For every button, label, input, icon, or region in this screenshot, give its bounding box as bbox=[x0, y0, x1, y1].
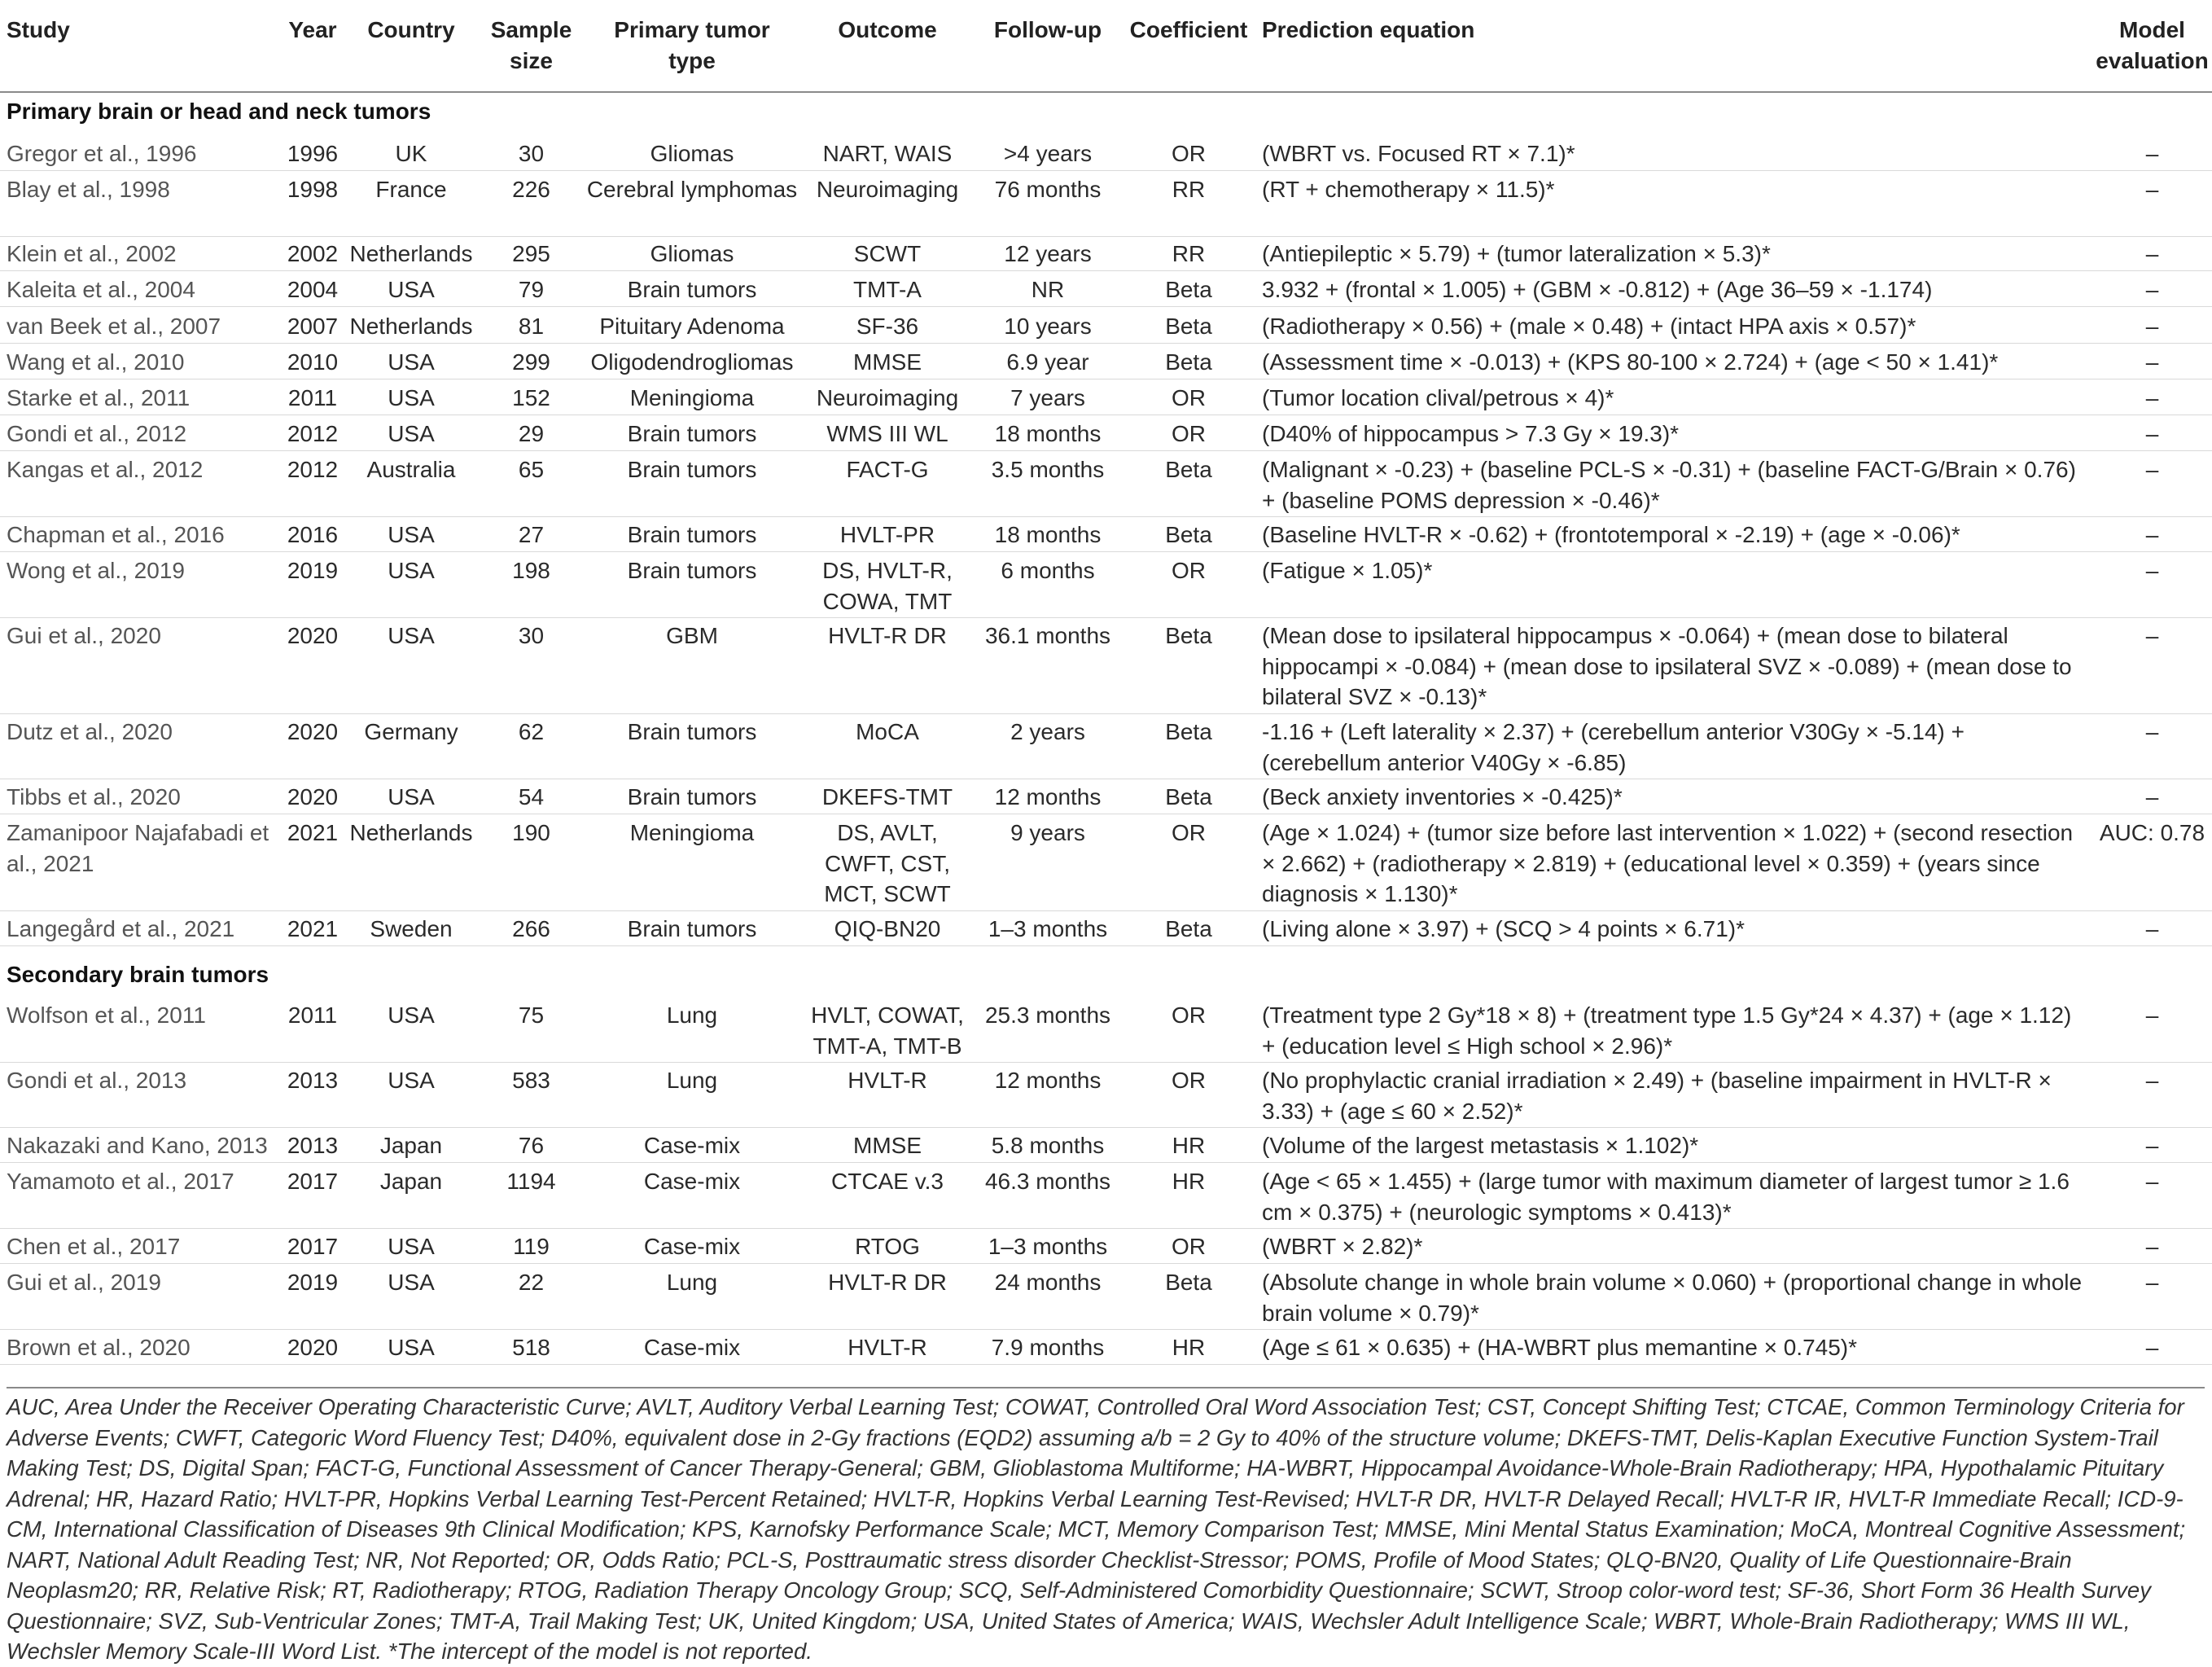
country-cell: USA bbox=[388, 558, 435, 583]
header-followup: Follow-up bbox=[993, 17, 1102, 42]
followup-cell: 9 years bbox=[1010, 820, 1085, 845]
followup-cell: 6 months bbox=[1001, 558, 1095, 583]
study-cell: Zamanipoor Najafabadi et al., 2021 bbox=[7, 820, 269, 876]
header-sample-line2: size bbox=[510, 48, 553, 73]
model-evaluation-cell: – bbox=[2145, 1002, 2159, 1028]
model-evaluation-cell: – bbox=[2145, 719, 2159, 744]
model-evaluation-cell: AUC: 0.78 bbox=[2099, 820, 2205, 845]
tumor-type-cell: Case-mix bbox=[643, 1133, 741, 1158]
prediction-equation-cell: (WBRT × 2.82)* bbox=[1262, 1234, 1423, 1259]
followup-cell: 6.9 year bbox=[1006, 349, 1089, 375]
table-row bbox=[0, 234, 2212, 271]
year-cell: 2020 bbox=[287, 719, 339, 744]
outcome-cell: DKEFS-TMT bbox=[821, 784, 953, 809]
tumor-type-cell: Pituitary Adenoma bbox=[599, 314, 785, 339]
outcome-cell: HVLT, COWAT, TMT-A, TMT-B bbox=[811, 1002, 964, 1059]
year-cell: 2019 bbox=[287, 558, 339, 583]
country-cell: USA bbox=[388, 1335, 435, 1360]
followup-cell: 24 months bbox=[994, 1270, 1102, 1295]
study-cell: Chen et al., 2017 bbox=[7, 1234, 181, 1259]
tumor-type-cell: Meningioma bbox=[629, 820, 755, 845]
year-cell: 2017 bbox=[287, 1234, 339, 1259]
header-coefficient: Coefficient bbox=[1129, 17, 1248, 42]
outcome-cell: SF-36 bbox=[856, 314, 919, 339]
outcome-cell: HVLT-R bbox=[848, 1335, 927, 1360]
outcome-cell: FACT-G bbox=[846, 457, 929, 482]
outcome-cell: DS, AVLT, CWFT, CST, MCT, SCWT bbox=[824, 820, 951, 906]
tumor-type-cell: Brain tumors bbox=[627, 558, 757, 583]
model-evaluation-cell: – bbox=[2145, 385, 2159, 410]
header-sample-size bbox=[480, 15, 582, 77]
study-cell: Wolfson et al., 2011 bbox=[7, 1002, 206, 1028]
prediction-equation-cell: -1.16 + (Left laterality × 2.37) + (cerebellum anterior V30Gy × -5.14) + (cerebellum anterior V40Gy × -6.85) bbox=[1262, 719, 1965, 775]
header-year: Year bbox=[288, 17, 337, 42]
study-cell: Nakazaki and Kano, 2013 bbox=[7, 1133, 268, 1158]
coefficient-cell: Beta bbox=[1165, 623, 1212, 648]
tumor-type-cell: Brain tumors bbox=[627, 522, 757, 547]
country-cell: Australia bbox=[366, 457, 456, 482]
coefficient-cell: OR bbox=[1172, 1234, 1206, 1259]
coefficient-cell: OR bbox=[1172, 385, 1206, 410]
year-cell: 2019 bbox=[287, 1270, 339, 1295]
country-cell: USA bbox=[388, 385, 435, 410]
outcome-cell: WMS III WL bbox=[826, 421, 948, 446]
tumor-type-cell: Oligodendrogliomas bbox=[590, 349, 794, 375]
header-tumor-line1: Primary tumor bbox=[614, 17, 770, 42]
year-cell: 2007 bbox=[287, 314, 339, 339]
coefficient-cell: RR bbox=[1172, 177, 1206, 202]
tumor-type-cell: Cerebral lymphomas bbox=[586, 177, 798, 202]
year-cell: 2013 bbox=[287, 1133, 339, 1158]
country-cell: USA bbox=[388, 1002, 435, 1028]
study-cell: Blay et al., 1998 bbox=[7, 177, 170, 202]
prediction-equation-cell: (Malignant × -0.23) + (baseline PCL-S × -0.31) + (baseline FACT-G/Brain × 0.76) + (baseline POMS depression × -0.46)* bbox=[1262, 457, 2076, 513]
study-cell: Tibbs et al., 2020 bbox=[7, 784, 181, 809]
table-row bbox=[0, 995, 2212, 1063]
followup-cell: 12 years bbox=[1004, 241, 1092, 266]
model-evaluation-cell: – bbox=[2145, 1133, 2159, 1158]
year-cell: 2002 bbox=[287, 241, 339, 266]
sample-size-cell: 583 bbox=[512, 1068, 550, 1093]
tumor-type-cell: Brain tumors bbox=[627, 719, 757, 744]
coefficient-cell: Beta bbox=[1165, 784, 1212, 809]
table-row bbox=[0, 813, 2212, 911]
table-row bbox=[0, 169, 2212, 237]
sample-size-cell: 299 bbox=[512, 349, 550, 375]
country-cell: France bbox=[375, 177, 447, 202]
coefficient-cell: OR bbox=[1172, 1068, 1206, 1093]
tumor-type-cell: Meningioma bbox=[629, 385, 755, 410]
followup-cell: 18 months bbox=[994, 522, 1102, 547]
outcome-cell: HVLT-R DR bbox=[828, 623, 947, 648]
followup-cell: 10 years bbox=[1004, 314, 1092, 339]
model-evaluation-cell: – bbox=[2145, 1335, 2159, 1360]
study-cell: Yamamoto et al., 2017 bbox=[7, 1169, 234, 1194]
outcome-cell: HVLT-R DR bbox=[828, 1270, 947, 1295]
tumor-type-cell: GBM bbox=[666, 623, 718, 648]
country-cell: USA bbox=[388, 349, 435, 375]
table-row bbox=[0, 551, 2212, 618]
tumor-type-cell: Lung bbox=[666, 1068, 718, 1093]
country-cell: Sweden bbox=[370, 916, 453, 941]
coefficient-cell: Beta bbox=[1165, 277, 1212, 302]
year-cell: 2010 bbox=[287, 349, 339, 375]
study-cell: Klein et al., 2002 bbox=[7, 241, 177, 266]
header-sample-line1: Sample bbox=[490, 17, 572, 42]
table-row bbox=[0, 1262, 2212, 1330]
table-row bbox=[0, 1327, 2212, 1365]
prediction-equation-cell: (Radiotherapy × 0.56) + (male × 0.48) + (intact HPA axis × 0.57)* bbox=[1262, 314, 1916, 339]
model-evaluation-cell: – bbox=[2145, 1270, 2159, 1295]
model-evaluation-cell: – bbox=[2145, 277, 2159, 302]
prediction-equation-cell: (Tumor location clival/petrous × 4)* bbox=[1262, 385, 1614, 410]
followup-cell: >4 years bbox=[1003, 141, 1093, 166]
table-row bbox=[0, 270, 2212, 307]
tumor-type-cell: Case-mix bbox=[643, 1335, 741, 1360]
followup-cell: 2 years bbox=[1010, 719, 1085, 744]
study-cell: Wong et al., 2019 bbox=[7, 558, 185, 583]
prediction-equation-cell: (Treatment type 2 Gy*18 × 8) + (treatment type 1.5 Gy*24 × 4.37) + (age × 1.12) + (education level ≤ High school × 2.96)* bbox=[1262, 1002, 2072, 1059]
tumor-type-cell: Lung bbox=[666, 1270, 718, 1295]
followup-cell: 76 months bbox=[994, 177, 1102, 202]
prediction-equation-cell: (WBRT vs. Focused RT × 7.1)* bbox=[1262, 141, 1575, 166]
country-cell: Netherlands bbox=[349, 820, 473, 845]
sample-size-cell: 190 bbox=[512, 820, 550, 845]
sample-size-cell: 29 bbox=[518, 421, 545, 446]
table-row bbox=[0, 342, 2212, 379]
table-footnote: AUC, Area Under the Receiver Operating Characteristic Curve; AVLT, Auditory Verbal Learning Test; COWAT, Controlled Oral Word Association Test; CST, Concept Shifting Test; CTCAE, Common Terminology Criteria for Adverse Events; CWFT, Categoric Word Fluency Test; D40%, equivalent dose in 2-Gy fractions (EQD2) assuming a/b = 2 Gy to 40% of the structure volume; DKEFS-TMT, Delis-Kaplan Executive Function System-Trail Making Test; DS, Digital Span; FACT-G, Functional Assessment of Cancer Therapy-General; GBM, Glioblastoma Multiforme; HA-WBRT, Hippocampal Avoidance-Whole-Brain Radiotherapy; HPA, Hypothalamic Pituitary Adrenal; HR, Hazard Ratio; HVLT-PR, Hopkins Verbal Learning Test-Percent Retained; HVLT-R, Hopkins Verbal Learning Test-Revised; HVLT-R DR, HVLT-R Delayed Recall; HVLT-R IR, HVLT-R Immediate Recall; ICD-9-CM, International Classification of Diseases 9th Clinical Modification; KPS, Karnofsky Performance Scale; MCT, Memory Comparison Test; MMSE, Mini Mental Status Examination; MoCA, Montreal Cognitive Assessment; NART, National Adult Reading Test; NR, Not Reported; OR, Odds Ratio; PCL-S, Posttraumatic stress disorder Checklist-Stressor; POMS, Profile of Mood States; QLQ-BN20, Quality of Life Questionnaire-Brain Neoplasm20; RR, Relative Risk; RT, Radiotherapy; RTOG, Radiation Therapy Oncology Group; SCQ, Self-Administered Comorbidity Questionnaire; SCWT, Stroop color-word test; SF-36, Short Form 36 Health Survey Questionnaire; SVZ, Sub-Ventricular Zones; TMT-A, Trail Making Test; UK, United Kingdom; USA, United States of America; WAIS, Wechsler Adult Intelligence Scale; WBRT, Whole-Brain Radiotherapy; WMS III WL, Wechsler Memory Scale-III Word List. *The intercept of the model is not reported. bbox=[7, 1387, 2205, 1667]
sample-size-cell: 65 bbox=[518, 457, 545, 482]
tumor-type-cell: Brain tumors bbox=[627, 784, 757, 809]
model-evaluation-cell: – bbox=[2145, 314, 2159, 339]
country-cell: USA bbox=[388, 784, 435, 809]
year-cell: 2012 bbox=[287, 457, 339, 482]
coefficient-cell: OR bbox=[1172, 1002, 1206, 1028]
table-row bbox=[0, 450, 2212, 517]
study-cell: Gondi et al., 2012 bbox=[7, 421, 187, 446]
model-evaluation-cell: – bbox=[2145, 1169, 2159, 1194]
tumor-type-cell: Brain tumors bbox=[627, 421, 757, 446]
prediction-equation-cell: (D40% of hippocampus > 7.3 Gy × 19.3)* bbox=[1262, 421, 1680, 446]
table-row bbox=[0, 909, 2212, 946]
followup-cell: 1–3 months bbox=[988, 1234, 1108, 1259]
followup-cell: 12 months bbox=[994, 1068, 1102, 1093]
sample-size-cell: 266 bbox=[512, 916, 550, 941]
coefficient-cell: HR bbox=[1172, 1335, 1206, 1360]
table-row bbox=[0, 1125, 2212, 1163]
coefficient-cell: RR bbox=[1172, 241, 1206, 266]
table-row bbox=[0, 777, 2212, 814]
outcome-cell: MMSE bbox=[853, 1133, 922, 1158]
model-evaluation-cell: – bbox=[2145, 558, 2159, 583]
model-evaluation-cell: – bbox=[2145, 1068, 2159, 1093]
header-tumor-line2: type bbox=[668, 48, 716, 73]
coefficient-cell: Beta bbox=[1165, 349, 1212, 375]
coefficient-cell: Beta bbox=[1165, 314, 1212, 339]
country-cell: USA bbox=[388, 623, 435, 648]
followup-cell: 12 months bbox=[994, 784, 1102, 809]
tumor-type-cell: Lung bbox=[666, 1002, 718, 1028]
year-cell: 1998 bbox=[287, 177, 339, 202]
sample-size-cell: 226 bbox=[512, 177, 550, 202]
tumor-type-cell: Brain tumors bbox=[627, 457, 757, 482]
coefficient-cell: HR bbox=[1172, 1169, 1206, 1194]
sample-size-cell: 119 bbox=[513, 1234, 550, 1259]
section-primary-heading: Primary brain or head and neck tumors bbox=[7, 99, 431, 124]
tumor-type-cell: Brain tumors bbox=[627, 916, 757, 941]
country-cell: USA bbox=[388, 522, 435, 547]
followup-cell: 5.8 months bbox=[991, 1133, 1105, 1158]
table-row bbox=[0, 1060, 2212, 1128]
followup-cell: NR bbox=[1031, 277, 1065, 302]
header-study: Study bbox=[7, 17, 70, 42]
prediction-equation-cell: (Beck anxiety inventories × -0.425)* bbox=[1262, 784, 1623, 809]
country-cell: Germany bbox=[364, 719, 458, 744]
sample-size-cell: 1194 bbox=[506, 1169, 556, 1194]
followup-cell: 7 years bbox=[1010, 385, 1085, 410]
year-cell: 2016 bbox=[287, 522, 339, 547]
table-row bbox=[0, 306, 2212, 344]
tumor-type-cell: Case-mix bbox=[643, 1234, 741, 1259]
outcome-cell: MMSE bbox=[853, 349, 922, 375]
prediction-equation-cell: (Age × 1.024) + (tumor size before last intervention × 1.022) + (second resection × 2.662) + (radiotherapy × 2.819) + (educational level × 0.359) + (years since diagnosis × 1.130)* bbox=[1262, 820, 2074, 906]
table-header bbox=[0, 0, 2212, 93]
coefficient-cell: HR bbox=[1172, 1133, 1206, 1158]
prediction-equation-cell: (No prophylactic cranial irradiation × 2.49) + (baseline impairment in HVLT-R × 3.33) + (age ≤ 60 × 2.52)* bbox=[1262, 1068, 2052, 1124]
coefficient-cell: OR bbox=[1172, 421, 1206, 446]
tumor-type-cell: Gliomas bbox=[650, 241, 734, 266]
prediction-equation-cell: (Age ≤ 61 × 0.635) + (HA-WBRT plus memantine × 0.745)* bbox=[1262, 1335, 1858, 1360]
model-evaluation-cell: – bbox=[2145, 421, 2159, 446]
prediction-equation-cell: (Volume of the largest metastasis × 1.102)* bbox=[1262, 1133, 1699, 1158]
outcome-cell: Neuroimaging bbox=[816, 385, 959, 410]
header-outcome: Outcome bbox=[838, 17, 937, 42]
sample-size-cell: 152 bbox=[512, 385, 550, 410]
study-cell: Gui et al., 2019 bbox=[7, 1270, 161, 1295]
coefficient-cell: Beta bbox=[1165, 522, 1212, 547]
sample-size-cell: 27 bbox=[518, 522, 545, 547]
followup-cell: 25.3 months bbox=[984, 1002, 1111, 1028]
study-cell: Gondi et al., 2013 bbox=[7, 1068, 187, 1093]
model-evaluation-cell: – bbox=[2145, 141, 2159, 166]
outcome-cell: HVLT-R bbox=[848, 1068, 927, 1093]
sample-size-cell: 75 bbox=[518, 1002, 545, 1028]
year-cell: 2021 bbox=[287, 820, 339, 845]
year-cell: 2020 bbox=[287, 784, 339, 809]
table-row bbox=[0, 1161, 2212, 1229]
followup-cell: 1–3 months bbox=[988, 916, 1108, 941]
sample-size-cell: 81 bbox=[518, 314, 545, 339]
study-cell: Gregor et al., 1996 bbox=[7, 141, 197, 166]
study-cell: Brown et al., 2020 bbox=[7, 1335, 191, 1360]
country-cell: USA bbox=[388, 277, 435, 302]
coefficient-cell: Beta bbox=[1165, 916, 1212, 941]
prediction-equation-cell: (Age < 65 × 1.455) + (large tumor with maximum diameter of largest tumor ≥ 1.6 cm × 0.375) + (neurologic symptoms × 0.413)* bbox=[1262, 1169, 2070, 1225]
model-evaluation-cell: – bbox=[2145, 349, 2159, 375]
country-cell: UK bbox=[395, 141, 427, 166]
coefficient-cell: Beta bbox=[1165, 719, 1212, 744]
year-cell: 2004 bbox=[287, 277, 339, 302]
header-eval-line2: evaluation bbox=[2096, 48, 2209, 73]
header-equation: Prediction equation bbox=[1262, 17, 1475, 42]
tumor-type-cell: Case-mix bbox=[643, 1169, 741, 1194]
year-cell: 2013 bbox=[287, 1068, 339, 1093]
sample-size-cell: 79 bbox=[518, 277, 545, 302]
year-cell: 2021 bbox=[287, 916, 339, 941]
study-cell: Chapman et al., 2016 bbox=[7, 522, 225, 547]
model-evaluation-cell: – bbox=[2145, 457, 2159, 482]
study-cell: Kangas et al., 2012 bbox=[7, 457, 204, 482]
outcome-cell: NART, WAIS bbox=[822, 141, 953, 166]
sample-size-cell: 22 bbox=[518, 1270, 545, 1295]
sample-size-cell: 518 bbox=[512, 1335, 550, 1360]
sample-size-cell: 198 bbox=[512, 558, 550, 583]
model-evaluation-cell: – bbox=[2145, 784, 2159, 809]
outcome-cell: MoCA bbox=[856, 719, 919, 744]
followup-cell: 36.1 months bbox=[984, 623, 1111, 648]
table-row bbox=[0, 414, 2212, 451]
tumor-type-cell: Brain tumors bbox=[627, 277, 757, 302]
outcome-cell: RTOG bbox=[855, 1234, 920, 1259]
model-evaluation-cell: – bbox=[2145, 623, 2159, 648]
year-cell: 2017 bbox=[287, 1169, 339, 1194]
country-cell: USA bbox=[388, 1068, 435, 1093]
year-cell: 2011 bbox=[287, 385, 338, 410]
study-cell: Langegård et al., 2021 bbox=[7, 916, 235, 941]
followup-cell: 18 months bbox=[994, 421, 1102, 446]
country-cell: Japan bbox=[379, 1169, 443, 1194]
sample-size-cell: 295 bbox=[512, 241, 550, 266]
prediction-equation-cell: (Absolute change in whole brain volume × 0.060) + (proportional change in whole brain volume × 0.79)* bbox=[1262, 1270, 2083, 1326]
study-cell: Kaleita et al., 2004 bbox=[7, 277, 195, 302]
study-cell: van Beek et al., 2007 bbox=[7, 314, 221, 339]
prediction-equation-cell: (Mean dose to ipsilateral hippocampus × -0.064) + (mean dose to bilateral hippocampi × -0.084) + (mean dose to ipsilateral SVZ × -0.089) + (mean dose to bilateral SVZ × -0.13)* bbox=[1262, 623, 2072, 709]
section-secondary-heading: Secondary brain tumors bbox=[7, 962, 269, 987]
header-eval-line1: Model bbox=[2119, 17, 2185, 42]
coefficient-cell: OR bbox=[1172, 558, 1206, 583]
header-tumor-type bbox=[586, 15, 798, 77]
followup-cell: 3.5 months bbox=[991, 457, 1105, 482]
outcome-cell: CTCAE v.3 bbox=[831, 1169, 944, 1194]
model-evaluation-cell: – bbox=[2145, 916, 2159, 941]
table-row bbox=[0, 378, 2212, 415]
model-evaluation-cell: – bbox=[2145, 1234, 2159, 1259]
outcome-cell: TMT-A bbox=[853, 277, 922, 302]
followup-cell: 7.9 months bbox=[991, 1335, 1105, 1360]
outcome-cell: HVLT-PR bbox=[839, 522, 935, 547]
year-cell: 2012 bbox=[287, 421, 339, 446]
table-row bbox=[0, 712, 2212, 779]
coefficient-cell: Beta bbox=[1165, 457, 1212, 482]
table-row bbox=[0, 134, 2212, 171]
country-cell: Netherlands bbox=[349, 314, 473, 339]
tumor-type-cell: Gliomas bbox=[650, 141, 734, 166]
prediction-equation-cell: (Fatigue × 1.05)* bbox=[1262, 558, 1433, 583]
table-row bbox=[0, 1226, 2212, 1264]
table-row bbox=[0, 515, 2212, 552]
header-model-evaluation bbox=[2092, 15, 2212, 77]
year-cell: 1996 bbox=[287, 141, 339, 166]
country-cell: Netherlands bbox=[349, 241, 473, 266]
prediction-equation-cell: (Antiepileptic × 5.79) + (tumor lateralization × 5.3)* bbox=[1262, 241, 1771, 266]
study-cell: Starke et al., 2011 bbox=[7, 385, 191, 410]
header-country: Country bbox=[367, 17, 455, 42]
country-cell: USA bbox=[388, 1270, 435, 1295]
model-evaluation-cell: – bbox=[2145, 522, 2159, 547]
model-evaluation-cell: – bbox=[2145, 177, 2159, 202]
prediction-equation-cell: (Baseline HVLT-R × -0.62) + (frontotemporal × -2.19) + (age × -0.06)* bbox=[1262, 522, 1960, 547]
table-row bbox=[0, 616, 2212, 714]
country-cell: Japan bbox=[379, 1133, 443, 1158]
prediction-equation-cell: (RT + chemotherapy × 11.5)* bbox=[1262, 177, 1555, 202]
sample-size-cell: 30 bbox=[518, 623, 545, 648]
year-cell: 2020 bbox=[287, 623, 339, 648]
study-cell: Dutz et al., 2020 bbox=[7, 719, 173, 744]
study-cell: Wang et al., 2010 bbox=[7, 349, 185, 375]
sample-size-cell: 30 bbox=[518, 141, 545, 166]
year-cell: 2020 bbox=[287, 1335, 339, 1360]
coefficient-cell: OR bbox=[1172, 820, 1206, 845]
year-cell: 2011 bbox=[287, 1002, 338, 1028]
sample-size-cell: 76 bbox=[518, 1133, 545, 1158]
coefficient-cell: OR bbox=[1172, 141, 1206, 166]
prediction-equation-cell: 3.932 + (frontal × 1.005) + (GBM × -0.812) + (Age 36–59 × -1.174) bbox=[1262, 277, 1933, 302]
outcome-cell: QIQ-BN20 bbox=[834, 916, 941, 941]
study-cell: Gui et al., 2020 bbox=[7, 623, 161, 648]
country-cell: USA bbox=[388, 1234, 435, 1259]
prediction-equation-cell: (Assessment time × -0.013) + (KPS 80-100 × 2.724) + (age < 50 × 1.41)* bbox=[1262, 349, 1999, 375]
sample-size-cell: 54 bbox=[518, 784, 545, 809]
outcome-cell: SCWT bbox=[853, 241, 922, 266]
country-cell: USA bbox=[388, 421, 435, 446]
model-evaluation-cell: – bbox=[2145, 241, 2159, 266]
coefficient-cell: Beta bbox=[1165, 1270, 1212, 1295]
prediction-equation-cell: (Living alone × 3.97) + (SCQ > 4 points × 6.71)* bbox=[1262, 916, 1746, 941]
followup-cell: 46.3 months bbox=[984, 1169, 1111, 1194]
sample-size-cell: 62 bbox=[518, 719, 545, 744]
outcome-cell: DS, HVLT-R, COWA, TMT bbox=[822, 558, 953, 614]
outcome-cell: Neuroimaging bbox=[816, 177, 959, 202]
